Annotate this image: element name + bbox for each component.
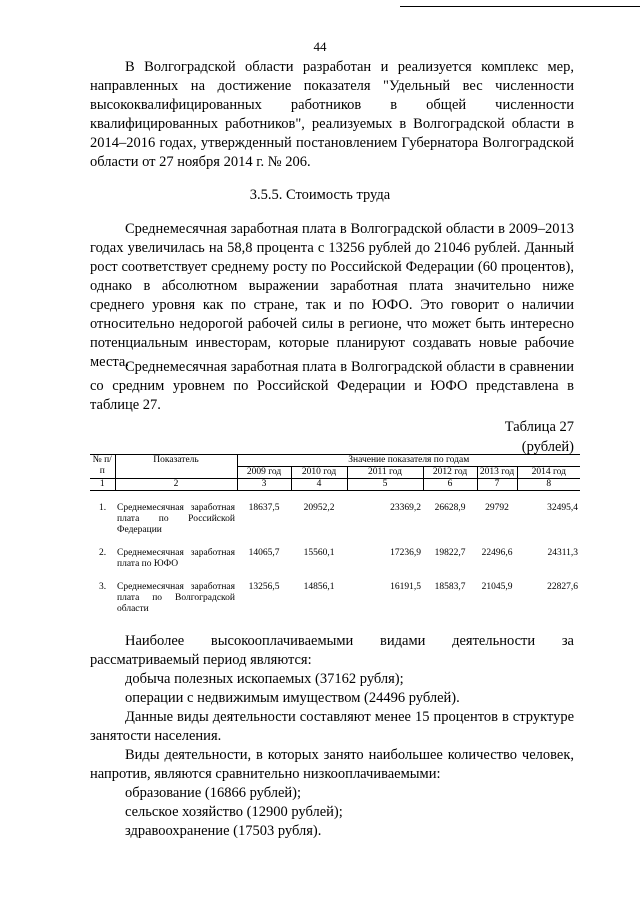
row-number: 1. xyxy=(98,503,107,513)
table-row xyxy=(90,582,580,615)
row-value: 32495,4 xyxy=(547,503,578,513)
table-header-year: 2010 год xyxy=(291,467,347,479)
row-value: 19822,7 xyxy=(434,548,466,558)
row-indicator: Среднемесячная заработная плата по Российской Федерации xyxy=(117,503,235,535)
table-column-number: 7 xyxy=(477,479,517,491)
row-value: 18583,7 xyxy=(434,582,466,592)
row-value: 17236,9 xyxy=(390,548,421,558)
row-value: 20952,2 xyxy=(303,503,335,513)
table-header-indicator: Показатель xyxy=(115,455,237,479)
row-value: 16191,5 xyxy=(390,582,421,592)
row-number: 2. xyxy=(98,548,107,558)
table-header-year: 2012 год xyxy=(423,467,477,479)
row-value: 14856,1 xyxy=(303,582,335,592)
list-item-low-paid: образование (16866 рублей); xyxy=(125,785,302,801)
paragraph-high-paid: Наиболее высокооплачиваемыми видами деятельности за рассматриваемый период являются: xyxy=(90,633,574,668)
table-column-number: 6 xyxy=(423,479,477,491)
table-header-year: 2013 год xyxy=(477,467,517,479)
row-indicator: Среднемесячная заработная плата по Волгоградской области xyxy=(117,582,235,614)
section-heading: 3.5.5. Стоимость труда xyxy=(249,187,391,203)
paragraph-compare: Среднемесячная заработная плата в Волгоградской области в сравнении со средним уровнем по Российской Федерации и ЮФО представлена в таблице 27. xyxy=(90,359,574,413)
list-item-high-paid: операции с недвижимым имуществом (24496 рублей). xyxy=(125,690,460,706)
paragraph-share: Данные виды деятельности составляют менее 15 процентов в структуре занятости населения. xyxy=(90,709,574,744)
row-value: 14065,7 xyxy=(248,548,280,558)
row-value: 24311,3 xyxy=(547,548,578,558)
list-item-high-paid: добыча полезных ископаемых (37162 рубля); xyxy=(125,671,404,687)
table-row xyxy=(90,503,580,536)
row-value: 13256,5 xyxy=(248,582,280,592)
top-rule xyxy=(400,6,640,7)
row-number: 3. xyxy=(98,582,107,592)
table-caption: Таблица 27 xyxy=(504,419,574,435)
list-item-low-paid: здравоохранение (17503 рубля). xyxy=(125,823,322,839)
table-column-number: 5 xyxy=(347,479,423,491)
table-header-year: 2011 год xyxy=(347,467,423,479)
row-indicator: Среднемесячная заработная плата по ЮФО xyxy=(117,548,235,569)
paragraph-intro: В Волгоградской области разработан и реализуется комплекс мер, направленных на достижение показателя "Удельный вес численности высококвалифицированных работников в общей численности квалифицированных работников", реализуемых в Волгоградской области в 2014–2016 годах, утвержденный постановлением Губернатора Волгоградской области от 27 ноября 2014 г. № 206. xyxy=(90,59,574,170)
table-row xyxy=(90,548,580,570)
wage-table xyxy=(90,454,580,615)
page-number: 44 xyxy=(313,39,327,54)
row-value: 26628,9 xyxy=(434,503,466,513)
table-column-number: 1 xyxy=(90,479,115,491)
table-column-number: 2 xyxy=(115,479,237,491)
row-value: 18637,5 xyxy=(248,503,280,513)
table-column-number: 8 xyxy=(517,479,580,491)
table-header-year: 2014 год xyxy=(517,467,580,479)
row-value: 29792 xyxy=(485,503,509,513)
table-header-values: Значение показателя по годам xyxy=(237,455,580,467)
list-item-low-paid: сельское хозяйство (12900 рублей); xyxy=(125,804,343,820)
row-value: 23369,2 xyxy=(390,503,421,513)
table-header-number: № п/п xyxy=(90,455,115,479)
paragraph-low-paid: Виды деятельности, в которых занято наибольшее количество человек, напротив, являются сравнительно низкооплачиваемыми: xyxy=(90,747,574,782)
table-column-number: 3 xyxy=(237,479,291,491)
table-column-number: 4 xyxy=(291,479,347,491)
row-value: 15560,1 xyxy=(303,548,335,558)
row-value: 22827,6 xyxy=(547,582,578,592)
table-units: (рублей) xyxy=(521,439,574,455)
row-value: 22496,6 xyxy=(481,548,513,558)
paragraph-wage: Среднемесячная заработная плата в Волгоградской области в 2009–2013 годах увеличилась на 58,8 процента с 13256 рублей до 21046 рублей. Данный рост соответствует среднему росту по Российской Федерации (60 процентов), однако в абсолютном выражении заработная плата значительно ниже среднего уровня как по стране, так и по ЮФО. Это говорит о наличии относительно недорогой рабочей силы в регионе, что может быть интересно потенциальным инвесторам, которые планируют создавать новые рабочие места. xyxy=(90,221,574,370)
table-header-year: 2009 год xyxy=(237,467,291,479)
row-value: 21045,9 xyxy=(481,582,513,592)
